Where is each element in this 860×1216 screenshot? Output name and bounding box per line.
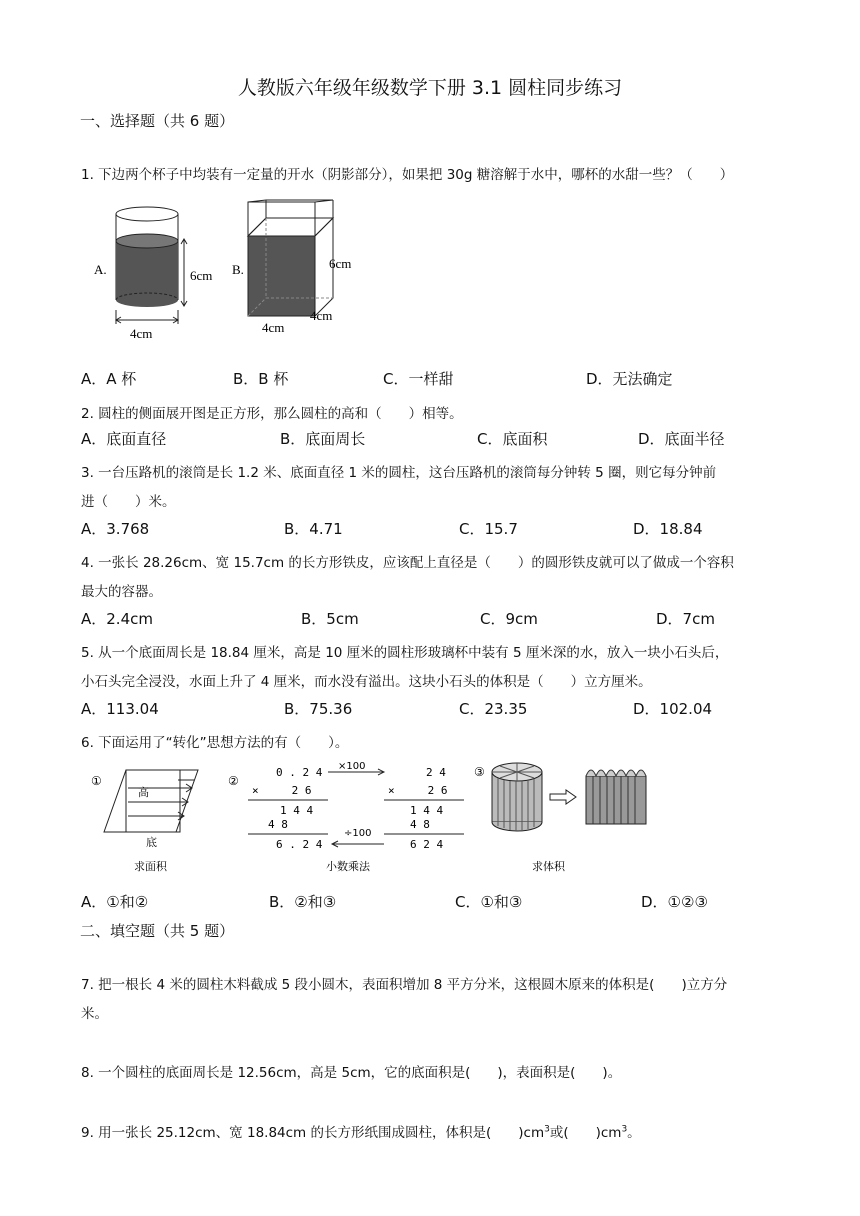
q4-option-c[interactable]: C．9cm [480, 610, 538, 628]
q5-option-d[interactable]: D．102.04 [633, 700, 713, 718]
question-1-figure [90, 198, 370, 348]
question-4-line-1: 4. 一张长 28.26cm、宽 15.7cm 的长方形铁皮，应该配上直径是（ ）的圆形铁皮就可以了做成一个容积 [81, 555, 734, 571]
q1-option-b[interactable]: B．B 杯 [233, 370, 289, 388]
question-8-text: 8. 一个圆柱的底面周长是 12.56cm，高是 5cm，它的底面积是( )，表面积是( )。 [81, 1065, 622, 1081]
caption-decimal-multiplication: 小数乘法 [326, 860, 370, 873]
q6-option-d[interactable]: D．①②③ [641, 893, 708, 911]
base-label: 底 [146, 836, 157, 849]
q4-option-b[interactable]: B．5cm [301, 610, 359, 628]
question-9-part-1: 9. 用一张长 25.12cm、宽 18.84cm 的长方形纸围成圆柱，体积是( )cm [81, 1125, 545, 1141]
question-5-line-2: 小石头完全浸没，水面上升了 4 厘米，而水没有溢出。这块小石头的体积是（ ）立方厘米。 [81, 674, 652, 690]
section-heading-choice: 一、选择题（共 6 题） [80, 112, 235, 130]
question-3-line-1: 3. 一台压路机的滚筒是长 1.2 米、底面直径 1 米的圆柱，这台压路机的滚筒每分钟转 5 圈，则它每分钟前 [81, 465, 717, 481]
left-calc-row-2: × 2 6 [252, 784, 312, 797]
q2-option-b[interactable]: B．底面周长 [280, 430, 366, 448]
right-calc-row-1: 2 4 [426, 766, 446, 779]
cubic-superscript-1: 3 [544, 1124, 550, 1135]
cup-a-diameter-label: 4cm [130, 326, 153, 341]
q1-option-c[interactable]: C．一样甜 [383, 370, 454, 388]
height-label: 高 [138, 786, 149, 799]
caption-area: 求面积 [134, 860, 167, 873]
right-calc-row-5: 6 2 4 [410, 838, 444, 851]
q3-option-d[interactable]: D．18.84 [633, 520, 703, 538]
question-9-part-2: 或( )cm [549, 1125, 622, 1141]
q2-option-a[interactable]: A．底面直径 [81, 430, 167, 448]
question-7-line-2: 米。 [81, 1006, 108, 1022]
question-4-line-2: 最大的容器。 [81, 584, 162, 600]
right-calc-row-2: × 2 6 [388, 784, 448, 797]
q2-option-c[interactable]: C．底面积 [477, 430, 548, 448]
q5-option-a[interactable]: A．113.04 [81, 700, 159, 718]
q2-option-d[interactable]: D．底面半径 [638, 430, 725, 448]
q6-option-c[interactable]: C．①和③ [455, 893, 523, 911]
left-calc-row-1: 0 . 2 4 [276, 766, 323, 779]
times-100-label: ×100 [338, 761, 366, 772]
page-title: 人教版六年级年级数学下册 3.1 圆柱同步练习 [237, 77, 623, 99]
question-6-text: 6. 下面运用了“转化”思想方法的有（ ）。 [81, 735, 349, 751]
q1-option-d[interactable]: D．无法确定 [586, 370, 673, 388]
question-5-line-1: 5. 从一个底面周长是 18.84 厘米，高是 10 厘米的圆柱形玻璃杯中装有 5 厘米深的水，放入一块小石头后， [81, 645, 729, 661]
question-7-line-1: 7. 把一根长 4 米的圆柱木料截成 5 段小圆木，表面积增加 8 平方分米，这根圆木原来的体积是( )立方分 [81, 977, 728, 993]
cubic-superscript-2: 3 [621, 1124, 628, 1135]
question-6-figure [88, 758, 748, 878]
question-2-text: 2. 圆柱的侧面展开图是正方形，那么圆柱的高和（ ）相等。 [81, 406, 463, 422]
question-3-line-2: 进（ ）米。 [81, 494, 176, 510]
section-heading-fill: 二、填空题（共 5 题） [80, 922, 235, 940]
divide-100-label: ÷100 [344, 828, 372, 839]
cup-b-height-label: 6cm [329, 256, 352, 271]
q5-option-c[interactable]: C．23.35 [459, 700, 528, 718]
left-calc-row-4: 4 8 [268, 818, 288, 831]
q4-option-d[interactable]: D．7cm [656, 610, 715, 628]
q1-option-a[interactable]: A．A 杯 [81, 370, 137, 388]
left-calc-row-5: 6 . 2 4 [276, 838, 323, 851]
figure-marker-2: ② [228, 774, 239, 788]
question-9-end: 。 [627, 1125, 641, 1141]
cup-a-label: A. [94, 262, 107, 277]
cup-b-width-label: 4cm [262, 320, 285, 335]
q3-option-c[interactable]: C．15.7 [459, 520, 518, 538]
cup-b-label: B. [232, 262, 244, 277]
question-1-text: 1. 下边两个杯子中均装有一定量的开水（阴影部分），如果把 30g 糖溶解于水中，哪杯的水甜一些？（ ） [81, 167, 734, 183]
right-calc-row-4: 4 8 [410, 818, 430, 831]
q3-option-a[interactable]: A．3.768 [81, 520, 150, 538]
question-9-text [81, 1121, 641, 1141]
right-calc-row-3: 1 4 4 [410, 804, 444, 817]
figure-marker-1: ① [91, 774, 102, 788]
figure-marker-3: ③ [474, 765, 485, 779]
left-calc-row-3: 1 4 4 [280, 804, 314, 817]
q4-option-a[interactable]: A．2.4cm [81, 610, 153, 628]
q5-option-b[interactable]: B．75.36 [284, 700, 353, 718]
caption-volume: 求体积 [532, 860, 565, 873]
cup-b-depth-label: 4cm [310, 308, 333, 323]
cup-a-height-label: 6cm [190, 268, 213, 283]
q6-option-a[interactable]: A．①和② [81, 893, 149, 911]
q6-option-b[interactable]: B．②和③ [269, 893, 337, 911]
q3-option-b[interactable]: B．4.71 [284, 520, 343, 538]
